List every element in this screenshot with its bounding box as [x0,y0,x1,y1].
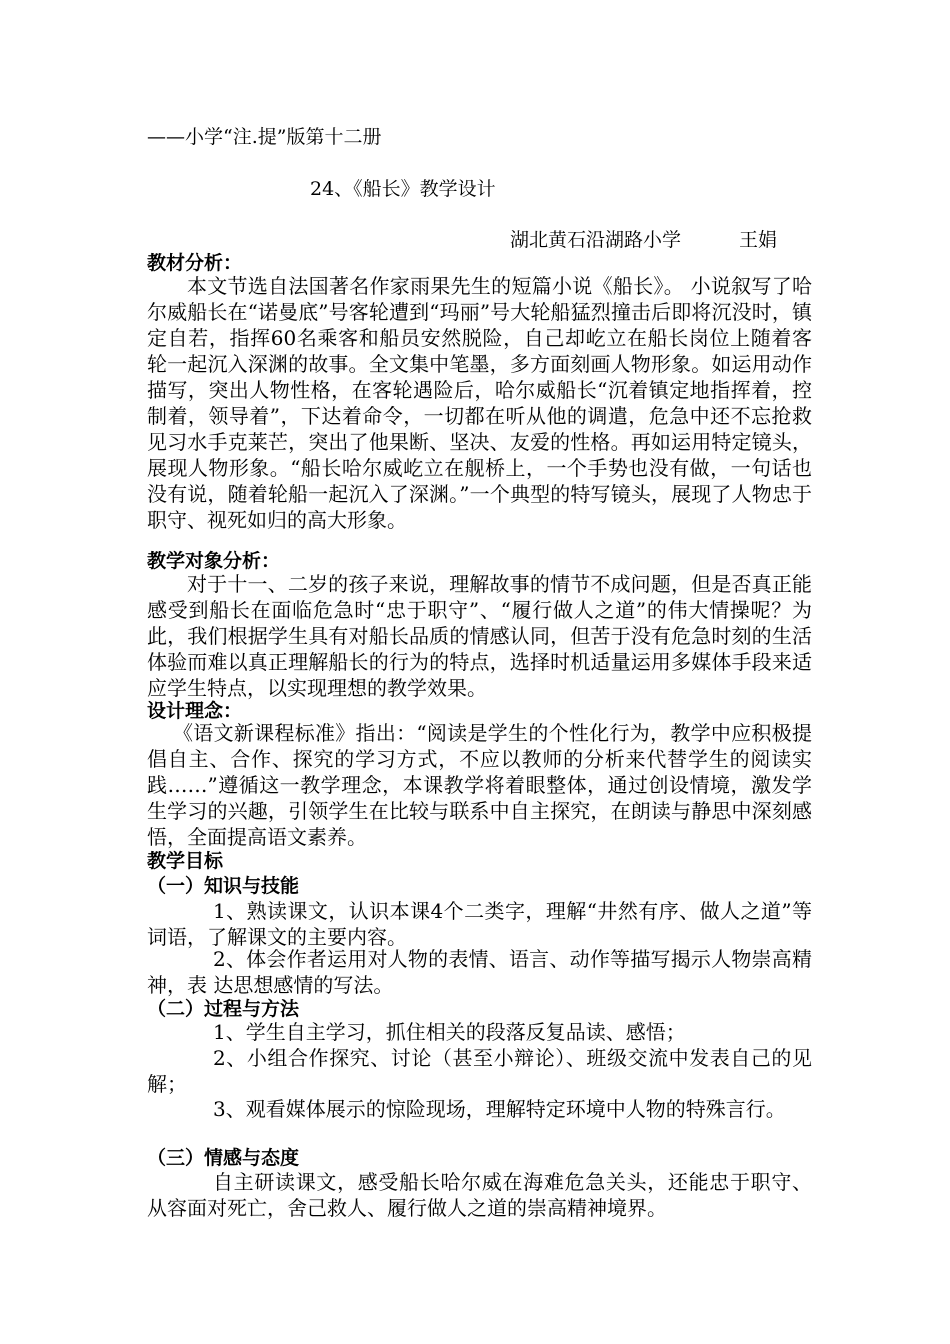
school-name: 湖北黄石沿湖路小学 [510,229,682,251]
list-item-process-3: 3、观看媒体展示的惊险现场，理解特定环境中人物的特殊言行。 [213,1097,786,1121]
heading-concept: 设计理念： [147,700,243,722]
document-title: 24、《船长》教学设计 [310,178,496,200]
list-item-process-2: 2、小组合作探究、讨论（甚至小辩论）、班级交流中发表自己的见解； [147,1046,812,1096]
heading-process: （二）过程与方法 [147,998,300,1020]
heading-knowledge: （一）知识与技能 [147,875,300,897]
series-line: ——小学“注.提”版第十二册 [147,126,382,148]
heading-goals: 教学目标 [147,850,224,872]
paragraph-concept: 《语文新课程标准》指出：“阅读是学生的个性化行为，教学中应积极提倡自主、合作、探究的学习方式，不应以教师的分析来代替学生的阅读实践……”遵循这一教学理念，本课教学将着眼整体，通过创设情境，激发学生学习的兴趣，引领学生在比较与联系中自主探究，在朗读与静思中深刻感悟，全面提高语文素养。 [147,721,812,849]
list-item-knowledge-2: 2、体会作者运用对人物的表情、语言、动作等描写揭示人物崇高精神，表 达思想感情的写法。 [147,947,812,997]
list-item-process-1: 1、学生自主学习，抓住相关的段落反复品读、感悟； [213,1020,686,1044]
author-line [510,227,830,253]
paragraph-emotion: 自主研读课文，感受船长哈尔威在海难危急关头，还能忠于职守、从容面对死亡，舍己救人、履行做人之道的崇高精神境界。 [147,1170,812,1220]
heading-emotion: （三）情感与态度 [147,1147,300,1169]
author-name: 王娟 [739,229,778,251]
heading-students: 教学对象分析： [147,550,281,572]
list-item-knowledge-1: 1、熟读课文，认识本课4个二类字，理解“井然有序、做人之道”等词语，了解课文的主要内容。 [147,899,812,949]
paragraph-analysis: 本文节选自法国著名作家雨果先生的短篇小说《船长》。 小说叙写了哈尔威船长在“诺曼底”号客轮遭到“玛丽”号大轮船猛烈撞击后即将沉没时，镇定自若，指挥60名乘客和船员安然脱险，自己却屹立在船长岗位上随着客轮一起沉入深渊的故事。全文集中笔墨，多方面刻画人物形象。如运用动作描写，突出人物性格，在客轮遇险后，哈尔威船长“沉着镇定地指挥着，控制着，领导着”，下达着命令，一切都在听从他的调遣，危急中还不忘抢救见习水手克莱芒，突出了他果断、坚决、友爱的性格。再如运用特定镜头，展现人物形象。“船长哈尔威屹立在舰桥上，一个手势也没有做，一句话也没有说，随着轮船一起沉入了深渊。”一个典型的特写镜头，展现了人物忠于职守、视死如归的高大形象。 [147,274,812,532]
heading-analysis: 教材分析： [147,252,243,274]
paragraph-students: 对于十一、二岁的孩子来说，理解故事的情节不成问题，但是否真正能感受到船长在面临危急时“忠于职守”、“履行做人之道”的伟大情操呢？为此，我们根据学生具有对船长品质的情感认同，但苦于没有危急时刻的生活体验而难以真正理解船长的行为的特点，选择时机适量运用多媒体手段来适应学生特点，以实现理想的教学效果。 [147,572,812,700]
